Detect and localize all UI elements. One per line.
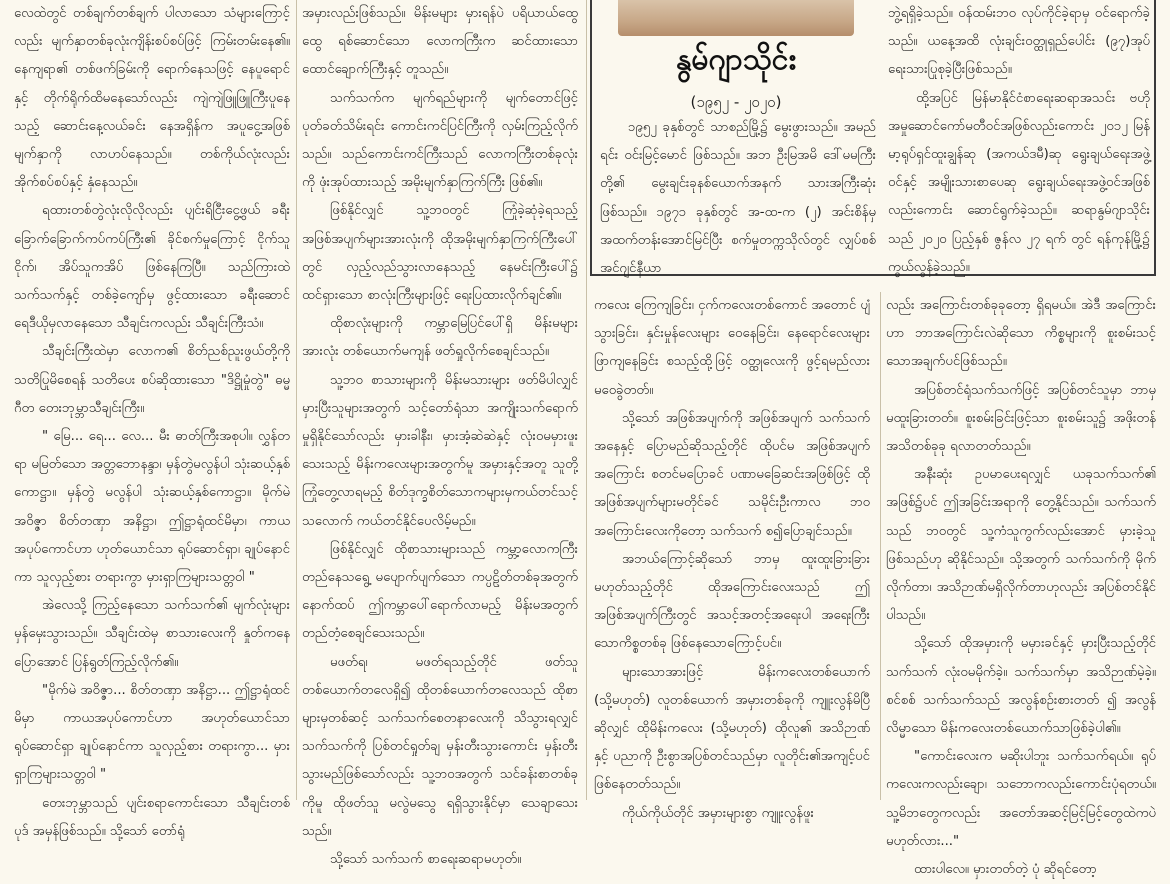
paragraph: "မိုက်မဲ အဝိဇ္ဇာ... စိတ်တဏှာ အနိဋ္ဌာ... ဤဋ္ဌာရုံထင်မိမှာ ကာယအပုပ်ကောင်ဟာ အဟုတ်ယောင်သာ ရုပ်ဆောင်ရှာ ချုပ်နောင်ကာ သူလှည့်စား တရားကွာ... မှားရှာကြများသတ္တဝါ ": [14, 682, 290, 783]
paragraph: မဖတ်ရ၊ မဖတ်ရသည့်တိုင် ဖတ်သူတစ်ယောက်တလေရှိ၍ ထိုတစ်ယောက်တလေသည် ထိုစာများမှတစ်ဆင့် သက်သက်စေတနာလေးကို သိသွားရလျှင် သက်သက်ကို ပြစ်တင်ရှုတ်ချ မှန်းတီးသွားကောင်း မှန်းတီးသွားမည်ဖြစ်သော်လည်း သူ့ဘဝအတွက် သင်ခန်းစာတစ်ခုကိုမူ ထိုဖတ်သူ မလွဲမသွေ ရရှိသွားနိုင်မှာ သေချာသေးသည်။: [302, 654, 578, 839]
paragraph: ၁၉၅၂ ခုနှစ်တွင် သာစည်မြို့၌ မွေးဖွားသည်။ အမည်ရင်း ဝင်းမြင့်မောင် ဖြစ်သည်။ အဘ ဦးမြအမိ ဒေါ်မမကြီးတို့၏ မွေးချင်းခုနစ်ယောက်အနက် သားအကြီးဆုံးဖြစ်သည်။ ၁၉၇၁ ခုနှစ်တွင် အ-ထ-က (၂) အင်းစိန်မှ အထက်တန်းအောင်မြင်ပြီး စက်မှုတက္ကသိုလ်တွင် လျှပ်စစ်အင်ဂျင်နီယာ: [600, 120, 876, 277]
paragraph: လေထဲတွင် တစ်ချက်တစ်ချက် ပါလာသော သံများကြောင့်လည်း မျက်နှာတစ်ခုလုံးကျိန်းစပ်စပ်ဖြင့် ကြမ်းတမ်းနေ၏။ နေကျရာ၏ တစ်ဖက်ခြမ်းကို ရောက်နေသဖြင့် နေပူရောင်နှင့် တိုက်ရိုက်ထိမနေသော်လည်း ကျဲကျဲဖြူဖြူကြီးပူနေသည့် ဆောင်းနေ့လယ်ခင်း နေအရှိန်က အပူငွေ့အဖြစ် မျက်နှာကို လာဟပ်နေသည်။ တစ်ကိုယ်လုံးလည်း အိုက်စပ်စပ်နှင့် နှံနေသည်။: [14, 6, 290, 191]
paragraph: သက်သက်က မျက်ရည်များကို မျက်တောင်ဖြင့် ပုတ်ခတ်သိမ်းရင်း ကောင်းကင်ပြင်ကြီးကို လှမ်းကြည့်လိုက်သည်။ သည်ကောင်းကင်ကြီးသည် လောကကြီးတစ်ခုလုံးကို ဖုံးအုပ်ထားသည့် အမိုးမျက်နှာကြက်ကြီး ဖြစ်၏။: [302, 90, 578, 191]
paragraph: ကိုယ်ကိုယ်တိုင် အမှားများစွာ ကျူးလွန်ဖူး: [622, 805, 814, 821]
paragraph: "ကောင်းလေးက မဆိုးပါဘူး သက်သက်ရယ်။ ရုပ်ကလေးကလည်းချော၊ သဘောကလည်းကောင်းပုံရတယ်။ သူ့မိဘတွေကလည်း အတော်အဆင့်မြင့်မြင့်တွေထဲကပဲ မဟုတ်လား...": [886, 749, 1156, 849]
column-divider: [296, 0, 297, 800]
article-column-1: [14, 0, 290, 839]
paragraph: ဘွဲ့ရရှိခဲ့သည်။ ဝန်ထမ်းဘဝ လုပ်ကိုင်ခဲ့ရာမှ ဝင်ရောက်ခဲ့သည်။ ယနေ့အထိ လုံးချင်းဝတ္ထုရှည်ပေါင်း (၉၇)အုပ် ရေးသားပြုစုခဲ့ပြီးဖြစ်သည်။: [888, 6, 1150, 78]
author-name: နွမ်ဂျာသိုင်း: [675, 42, 797, 77]
paragraph: သို့သော် သက်သက် စာရေးဆရာမဟုတ်။: [330, 852, 522, 868]
author-years: (၁၉၅၂ - ၂၀၂၀): [690, 93, 782, 111]
paragraph: အဲလေသို့ ကြည့်နေသော သက်သက်၏ မျက်လုံးများ မှန်မှေးသွားသည်။ သီချင်းထဲမှ စာသားလေးကို နှုတ်ကနေ ပြောအောင် ပြန်ရွတ်ကြည့်လိုက်၏။: [14, 598, 290, 670]
article-column-3: [594, 292, 870, 821]
paragraph: ဖြစ်နိုင်လျှင် သူ့ဘဝတွင် ကြုံခဲ့ဆုံခဲ့ရသည့် အဖြစ်အပျက်များအားလုံးကို ထိုအမိုးမျက်နှာကြက်ကြီးပေါ်တွင် လှည့်လည်သွားလာနေသည့် နေမင်းကြီးပေါ်၌ ထင်ရှားသော စာလုံးကြီးများဖြင့် ရေးပြထားလိုက်ချင်၏။: [302, 203, 578, 304]
paragraph: သီချင်းကြီးထဲမှာ လောက၏ စိတ်ညစ်ညူးဖွယ်တို့ကို သတိပြုမိစေရန် သတိပေး စပ်ဆိုထားသော "ဒိဋ္ဌိုမှုံတွဲ" ဓမ္မဂီတ တေးဘုမ္ဘာသီချင်းကြီး။: [14, 344, 290, 416]
paragraph: တေးဘုမ္ဘာသည် ပျင်းစရာကောင်းသော သီချင်းတစ်ပုဒ် အမှန်ဖြစ်သည်။ သို့သော် တော်ရုံ: [14, 795, 290, 839]
article-column-4: [886, 292, 1156, 878]
paragraph: ဖြစ်နိုင်လျှင် ထိုစာသားများသည် ကမ္ဘာ့လောကကြီး တည်နေသရွေ့ မပျောက်ပျက်သော ကပ္ပဠိတ်တစ်ခုအတွက် နောက်ထပ် ဤကမ္ဘာပေါ်ရောက်လာမည့် မိန်းမအတွက် တည်တံ့စေချင်သေးသည်။: [302, 541, 578, 642]
paragraph: သို့သော် အဖြစ်အပျက်ကို အဖြစ်အပျက် သက်သက်အနေနှင့် ပြောမည်ဆိုသည့်တိုင် ထိုပင်မ အဖြစ်အပျက်အကြောင်း စတင်မပြောခင် ပဏာမခြေဆင်းအဖြစ်ဖြင့် ထိုအဖြစ်အပျက်များမတိုင်ခင် သမိုင်းဦးကာလ ဘဝအကြောင်းလေးကိုတော့ သက်သက် စ၍ပြောချင်သည်။: [594, 410, 870, 539]
paragraph: သို့သော် ထိုအမှားကို မမှားခင်နှင့် မှားပြီးသည့်တိုင် သက်သက် လုံးဝမမိုက်ခဲ့။ သက်သက်မှာ အသိဉာဏ်မဲ့ခဲ့။ စင်စစ် သက်သက်သည် အလွန်စဉ်းစားတတ် ၍ အလွန်လိမ္မာသော မိန်းကလေးတစ်ယောက်သာဖြစ်ခဲ့ပါ၏။: [886, 636, 1156, 737]
paragraph: ထို့အပြင် မြန်မာနိုင်ငံစာရေးဆရာအသင်း ဗဟိုအမှုဆောင်ကော်မတီဝင်အဖြစ်လည်းကောင်း ၂၀၁၂ မြန်မာ့ရုပ်ရှင်ထူးချွန်ဆု (အကယ်ဒမီ)ဆု ရွေးချယ်ရေးအဖွဲ့ဝင်နှင့် အမျိုးသားစာပေဆု ရွေးချယ်ရေးအဖွဲ့ဝင်အဖြစ် လည်းကောင်း ဆောင်ရွက်ခဲ့သည်။ ဆရာနွမ်ဂျာသိုင်းသည် ၂၀၂၀ ပြည့်နှစ် ဇွန်လ ၂၇ ရက် တွင် ရန်ကုန်မြို့၌ ကွယ်လွန်ခဲ့သည်။: [888, 90, 1150, 275]
paragraph: များသောအားဖြင့် မိန်းကလေးတစ်ယောက် (သို့မဟုတ်) လူတစ်ယောက် အမှားတစ်ခုကို ကျူးလွန်မိပြီဆိုလျှင် ထိုမိန်းကလေး (သို့မဟုတ်) ထိုလူ၏ အသိဉာဏ်နှင့် ပညာကို ဦးစွာအပြစ်တင်သည်မှာ လူတိုင်း၏အကျင့်ပင် ဖြစ်နေတတ်သည်။: [594, 664, 870, 793]
paragraph: အမှားလည်းဖြစ်သည်။ မိန်းမများ မှားရန်ပဲ ပရိယာယ်ထွေထွေ ရစ်ဆောင်သော လောကကြီးက ဆင်ထားသော ထောင်ချောက်ကြီးနှင့် တူသည်။: [302, 6, 578, 78]
article-column-2: [302, 0, 578, 868]
paragraph: ထိုစာလုံးများကို ကမ္ဘာမြေပြင်ပေါ်ရှိ မိန်းမများ အားလုံး တစ်ယောက်မကျန် ဖတ်ရှုလိုက်စေချင်သည်။: [302, 316, 578, 360]
paragraph: လည်း အကြောင်းတစ်ခုခုတော့ ရှိရမယ်။ အဲဒီ အကြောင်းဟာ ဘာအကြောင်းလဲဆိုသော ကိစ္စများကို စူးစမ်းသင့်သောအချက်ပင်ဖြစ်သည်။: [886, 298, 1156, 370]
paragraph: ထားပါလေ။ မှားတတ်တဲ့ ပုံ ဆိုရင်တော့: [914, 862, 1097, 878]
paragraph: ကလေး ကြေကျခြင်း၊ ငှက်ကလေးတစ်ကောင် အတောင် ပျံသွားခြင်း၊ နှင်းမှုန်လေးများ ဝေနေခြင်း၊ နေရောင်လေးများ ဖြာကျနေခြင်း စသည့်ထို့ဖြင့် ဝတ္ထုလေးကို ဖွင့်ရမည်လား မဝေခွဲတတ်။: [594, 298, 870, 398]
author-bio-left: [600, 114, 876, 277]
author-profile-box: [590, 0, 1156, 276]
paragraph: ရထားတစ်တွဲလုံးလိုလိုလည်း ပျင်းရိငြီးငွေ့ဖွယ် ခရီးခြောက်ခြောက်ကပ်ကပ်ကြီး၏ ခိုင်စက်မှုကြောင့် ငိုက်သူငိုက်၊ အိပ်သူကအိပ် ဖြစ်နေကြပြီ။ သည်ကြားထဲ သက်သက်နှင့် တစ်ခဲ့ကျော်မှ ဖွင့်ထားသော ခရီးဆောင်ရေဒီယိုမှလာနေသော သီချင်းကလည်း သီချင်းကြီးသံ။: [14, 203, 290, 332]
author-bio-right: [888, 0, 1150, 275]
paragraph: အနီးဆုံး ဥပမာပေးရလျှင် ယခုသက်သက်၏ အဖြစ်၌ပင် ဤအခြင်းအရာကို တွေ့နိုင်သည်။ သက်သက်သည် ဘဝတွင် သူ့ကံသူကွက်လည်းအောင် မှားခဲ့သူဖြစ်သည်ဟု ဆိုနိုင်သည်။ သို့အတွက် သက်သက်ကို မိုက်လိုက်တာ၊ အသိဉာဏ်မရှိလိုက်တာဟုလည်း အပြစ်တင်နိုင်ပါသည်။: [886, 467, 1156, 624]
paragraph: " မြေ... ရေ... လေ... မီး ဓာတ်ကြီးအစုပါ။ လွှန်တရာ မမြတ်သော အတ္တဘောနန္ဒာ၊ မှန်တွဲမလွန်ပါ သုံးဆယ့်နှစ်ကောဋ္ဌာ။ မှန်တွဲ မလွန်ပါ သုံးဆယ့်နှစ်ကောဋ္ဌာ။ မိုက်မဲ အဝိဇ္ဇာ စိတ်တဏှာ အနိဋ္ဌာ၊ ဤဋ္ဌာရုံထင်မိမှာ၊ ကာယအပုပ်ကောင်ဟာ ဟုတ်ယောင်သာ ရုပ်ဆောင်ရှာ၊ ချုပ်နောင်ကာ သူလှည့်စား တရားကွာ မှားရှာကြများသတ္တဝါ ": [14, 429, 290, 586]
author-photo: [618, 0, 854, 36]
paragraph: အဘယ်ကြောင့်ဆိုသော် ဘာမှ ထူးထူးခြားခြား မဟုတ်သည့်တိုင် ထိုအကြောင်းလေးသည် ဤအဖြစ်အပျက်ကြီးတွင် အသင့်အတင့်အရေးပါ အရေးကြီးသောကိစ္စတစ်ခု ဖြစ်နေသောကြောင့်ပင်။: [594, 551, 870, 652]
column-divider: [880, 292, 881, 800]
column-divider: [586, 0, 587, 800]
paragraph: အပြစ်တင်ရုံသက်သက်ဖြင့် အပြစ်တင်သူမှာ ဘာမှမထူးခြားတတ်။ စူးစမ်းခြင်းဖြင့်သာ စူးစမ်းသူ၌ အဖိုးတန် အသိတစ်ခုခု ရလာတတ်သည်။: [886, 382, 1156, 455]
paragraph: သူ့ဘဝ စာသားများကို မိန်းမသားများ ဖတ်မိပါလျှင် မှားပြီးသူများအတွက် သင့်တော်ရုံသာ အကျိုးသက်ရောက်မှုရှိနိုင်သော်လည်း မှားခါနီး၊ မှားအံ့ဆဲဆဲနှင့် လုံးဝမမှားဖူးသေးသည့် မိန်းကလေးများအတွက်မူ အမှားနှင့်အတူ သူတို့ ကြုံတွေ့လာရမည့် စိတ်ဒုက္ခစိတ်သောကများမှကယ်တင်သင့်သလောက် ကယ်တင်နိုင်ပေလိမ့်မည်။: [302, 372, 578, 529]
